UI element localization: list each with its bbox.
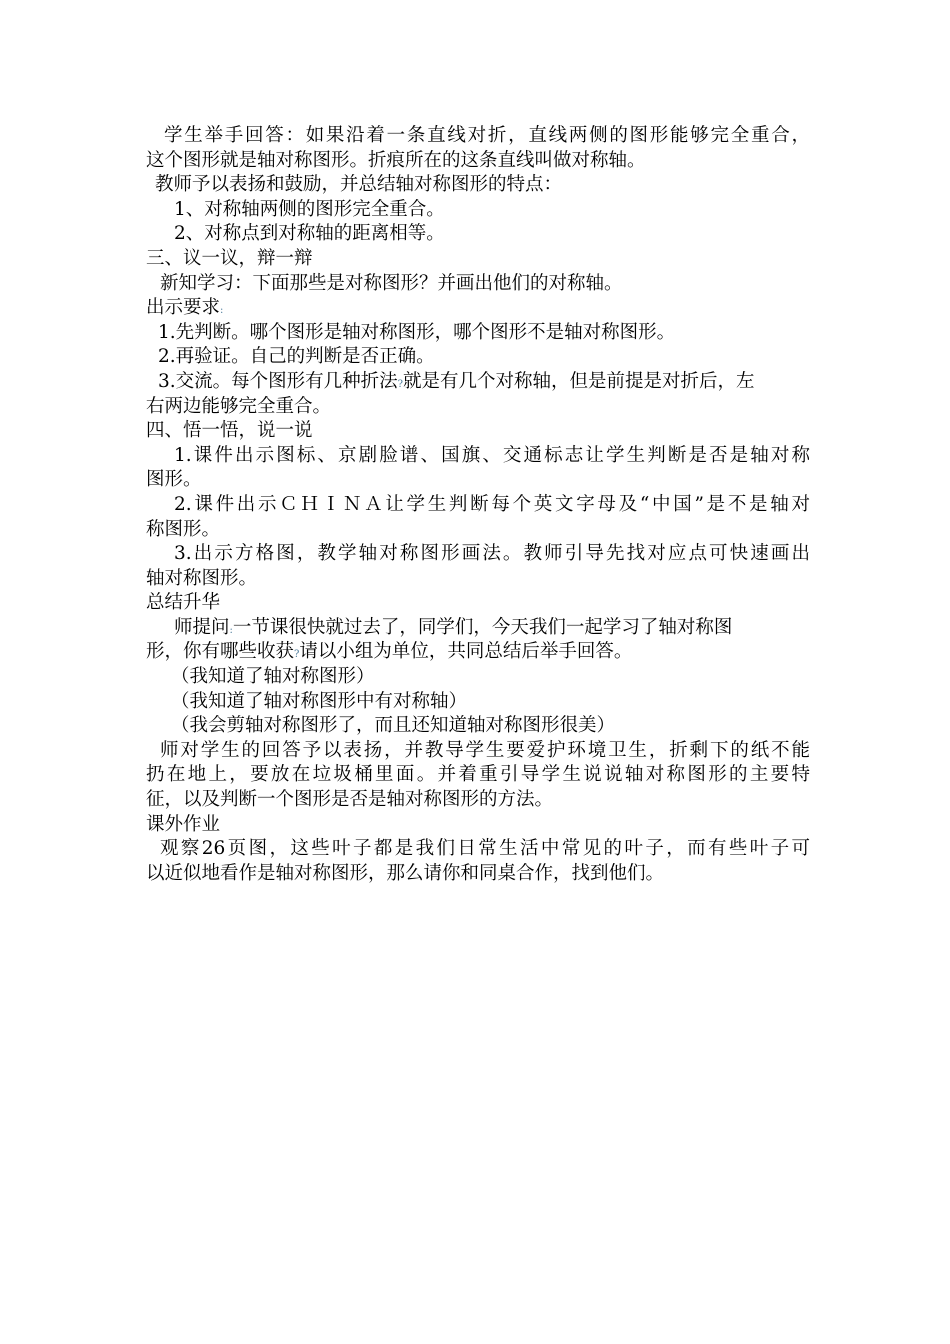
document-body xyxy=(146,124,810,886)
paragraph-line: 称图形。 xyxy=(146,518,221,540)
answer-line: （我知道了轴对称图形） xyxy=(171,666,375,688)
question-mark: ? xyxy=(397,378,404,390)
section-heading: 课外作业 xyxy=(146,813,221,835)
list-item-text: 就是有几个对称轴，但是前提是对折后，左 xyxy=(403,370,755,392)
list-item-text: 3.交流。每个图形有几种折法 xyxy=(158,370,398,392)
paragraph-line: 图形。 xyxy=(146,469,202,491)
answer-line: （我会剪轴对称图形了，而且还知道轴对称图形很美） xyxy=(171,715,616,737)
list-item: 3.出示方格图，教学轴对称图形画法。教师引导先找对应点可快速画出 xyxy=(174,543,810,565)
paragraph-line: 这个图形就是轴对称图形。折痕所在的这条直线叫做对称轴。 xyxy=(146,149,646,171)
list-item: 2、对称点到对称轴的距离相等。 xyxy=(174,223,445,245)
answer-line: （我知道了轴对称图形中有对称轴） xyxy=(171,690,468,712)
list-item: 2.课件出示ＣＨＩＮＡ让学生判断每个英文字母及“中国”是不是轴对 xyxy=(174,493,810,515)
paragraph-text: 一节课很快就过去了，同学们，今天我们一起学习了轴对称图 xyxy=(232,616,733,638)
paragraph-text: 师提问 xyxy=(174,616,230,638)
list-item: 2.再验证。自己的判断是否正确。 xyxy=(158,346,435,368)
colon-mark: : xyxy=(229,624,233,636)
paragraph-line: 轴对称图形。 xyxy=(146,567,258,589)
paragraph-line: 扔在地上，要放在垃圾桶里面。并着重引导学生说说轴对称图形的主要特 xyxy=(146,764,810,786)
paragraph-line: 师对学生的回答予以表扬，并教导学生要爱护环境卫生，折剩下的纸不能 xyxy=(160,739,810,761)
paragraph-line: 征，以及判断一个图形是否是轴对称图形的方法。 xyxy=(146,789,554,811)
list-item: 1.课件出示图标、京剧脸谱、国旗、交通标志让学生判断是否是轴对称 xyxy=(174,444,810,466)
section-heading: 总结升华 xyxy=(146,592,221,614)
paragraph-line xyxy=(146,296,810,321)
section-heading: 三、议一议，辩一辩 xyxy=(146,247,313,269)
question-mark: ? xyxy=(294,649,300,661)
paragraph-line xyxy=(146,616,810,641)
list-item xyxy=(146,370,810,395)
paragraph-line: 新知学习：下面那些是对称图形？并画出他们的对称轴。 xyxy=(160,272,623,294)
requirements-label: 出示要求 xyxy=(146,297,221,319)
paragraph-line: 以近似地看作是轴对称图形，那么请你和同桌合作，找到他们。 xyxy=(146,862,665,884)
paragraph-text: 请以小组为单位，共同总结后举手回答。 xyxy=(299,641,633,663)
list-item: 1.先判断。哪个图形是轴对称图形，哪个图形不是轴对称图形。 xyxy=(158,321,676,343)
list-item: 1、对称轴两侧的图形完全重合。 xyxy=(174,198,445,220)
paragraph-line: 学生举手回答：如果沿着一条直线对折，直线两侧的图形能够完全重合， xyxy=(164,125,810,146)
section-heading: 四、悟一悟，说一说 xyxy=(146,420,313,442)
paragraph-line: 观察26页图，这些叶子都是我们日常生活中常见的叶子，而有些叶子可 xyxy=(160,838,810,860)
paragraph-line xyxy=(146,640,810,665)
colon-mark: : xyxy=(220,305,224,317)
paragraph-text: 形，你有哪些收获 xyxy=(146,641,295,663)
paragraph-line: 右两边能够完全重合。 xyxy=(146,395,332,417)
paragraph-line: 教师予以表扬和鼓励，并总结轴对称图形的特点： xyxy=(155,174,563,196)
